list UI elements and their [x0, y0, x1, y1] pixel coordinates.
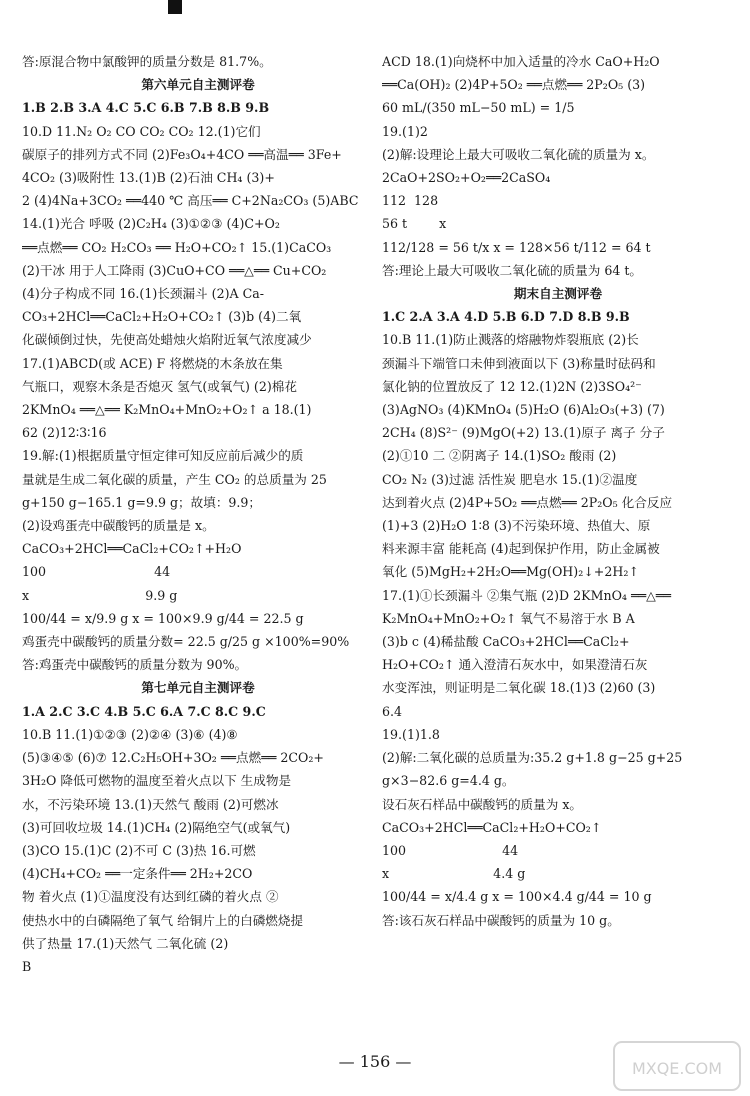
section-title: 第六单元自主测评卷 [141, 77, 255, 93]
text-line: 答:理论上最大可吸收二氧化硫的质量为 64 t。 [382, 262, 643, 278]
page-number: — 156 — [338, 1052, 412, 1071]
text-line: 鸡蛋壳中碳酸钙的质量分数= 22.5 g/25 g ×100%=90% [22, 634, 350, 650]
text-line: 物 着火点 (1)①温度没有达到红磷的着火点 ② [22, 889, 279, 905]
text-line: 100 44 [22, 564, 171, 580]
text-line: 水变浑浊，则证明是二氧化碳 18.(1)3 (2)60 (3) [382, 680, 656, 696]
text-line: x 9.9 g [22, 587, 178, 603]
text-line: g×3−82.6 g=4.4 g。 [382, 773, 515, 789]
watermark-text: MXQE.COM [631, 1059, 723, 1078]
text-line: 使热水中的白磷隔绝了氧气 给铜片上的白磷燃烧提 [22, 912, 304, 928]
text-line: 14.(1)光合 呼吸 (2)C₂H₄ (3)①②③ (4)C+O₂ [22, 216, 280, 232]
text-line: CO₂ N₂ (3)过滤 活性炭 肥皂水 15.(1)②温度 [382, 471, 638, 487]
text-line: 100/44 = x/4.4 g x = 100×4.4 g/44 = 10 g [382, 889, 652, 905]
text-line: (1)+3 (2)H₂O 1∶8 (3)不污染环境、热值大、原 [382, 518, 651, 534]
text-line: 颈漏斗下端管口未伸到液面以下 (3)称量时砝码和 [382, 355, 656, 371]
text-line: 17.(1)①长颈漏斗 ②集气瓶 (2)D 2KMnO₄ ══△══ [382, 587, 671, 603]
text-line: (2)解:设理论上最大可吸收二氧化硫的质量为 x。 [382, 146, 655, 162]
section-title: 期末自主测评卷 [513, 286, 603, 302]
text-line: 10.B 11.(1)防止溅落的熔融物炸裂瓶底 (2)长 [382, 332, 639, 348]
text-line: g+150 g−165.1 g=9.9 g；故填：9.9； [22, 494, 262, 510]
text-line: (2)解:二氧化碳的总质量为:35.2 g+1.8 g−25 g+25 [382, 750, 683, 766]
text-line: 4CO₂ (3)吸附性 13.(1)B (2)石油 CH₄ (3)+ [22, 170, 275, 186]
text-line: 56 t x [382, 216, 447, 232]
text-line: 19.(1)1.8 [382, 726, 440, 742]
text-line: 化碳倾倒过快，先使高处蜡烛火焰附近氧气浓度减少 [22, 332, 312, 348]
text-line: 氧化 (5)MgH₂+2H₂O══Mg(OH)₂↓+2H₂↑ [382, 564, 639, 580]
text-line: 1.B 2.B 3.A 4.C 5.C 6.B 7.B 8.B 9.B [22, 100, 270, 116]
watermark-logo [612, 1038, 742, 1094]
text-line: 10.B 11.(1)①②③ (2)②④ (3)⑥ (4)⑧ [22, 726, 238, 742]
right-column [382, 50, 734, 932]
text-line: ACD 18.(1)向烧杯中加入适量的冷水 CaO+H₂O [382, 54, 660, 69]
section-title: 第七单元自主测评卷 [141, 680, 255, 696]
text-line: 19.解:(1)根据质量守恒定律可知反应前后减少的质 [22, 448, 304, 464]
text-line: 氯化钠的位置放反了 12 12.(1)2N (2)3SO₄²⁻ [382, 378, 642, 394]
text-line: (2)①10 二 ②阴离子 14.(1)SO₂ 酸雨 (2) [382, 448, 617, 464]
text-line: CaCO₃+2HCl══CaCl₂+CO₂↑+H₂O [22, 541, 242, 557]
text-line: ══点燃══ CO₂ H₂CO₃ ══ H₂O+CO₂↑ 15.(1)CaCO₃ [22, 239, 332, 255]
text-line: (5)③④⑤ (6)⑦ 12.C₂H₅OH+3O₂ ══点燃══ 2CO₂+ [22, 750, 324, 766]
text-line: 水，不污染环境 13.(1)天然气 酸雨 (2)可燃冰 [22, 796, 279, 812]
text-line: (4)CH₄+CO₂ ══一定条件══ 2H₂+2CO [22, 866, 253, 882]
text-line: (3)CO 15.(1)C (2)不可 C (3)热 16.可燃 [22, 842, 256, 858]
text-line: 答:原混合物中氯酸钾的质量分数是 81.7%。 [22, 54, 272, 69]
scan-mark [168, 0, 182, 14]
text-line: 1.C 2.A 3.A 4.D 5.B 6.D 7.D 8.B 9.B [382, 309, 630, 325]
text-line: 2CH₄ (8)S²⁻ (9)MgO(+2) 13.(1)原子 离子 分子 [382, 425, 665, 441]
text-line: 2CaO+2SO₂+O₂══2CaSO₄ [382, 170, 551, 186]
text-line: (2)设鸡蛋壳中碳酸钙的质量是 x。 [22, 518, 215, 534]
text-line: 2KMnO₄ ══△══ K₂MnO₄+MnO₂+O₂↑ a 18.(1) [22, 402, 312, 418]
text-line: CaCO₃+2HCl══CaCl₂+H₂O+CO₂↑ [382, 819, 602, 835]
left-column [22, 50, 374, 978]
text-line: (2)干冰 用于人工降雨 (3)CuO+CO ══△══ Cu+CO₂ [22, 262, 327, 278]
text-line: 100/44 = x/9.9 g x = 100×9.9 g/44 = 22.5 g [22, 610, 304, 626]
text-line: 60 mL/(350 mL−50 mL) = 1/5 [382, 100, 575, 116]
text-line: (3)b c (4)稀盐酸 CaCO₃+2HCl══CaCl₂+ [382, 634, 630, 650]
text-line: 气瓶口，观察木条是否熄灭 氢气(或氧气) (2)棉花 [22, 378, 297, 394]
text-line: 62 (2)12∶3∶16 [22, 425, 107, 441]
text-line: 3H₂O 降低可燃物的温度至着火点以下 生成物是 [22, 773, 292, 789]
text-line: 答:该石灰石样品中碳酸钙的质量为 10 g。 [382, 912, 620, 928]
text-line: x 4.4 g [382, 866, 526, 882]
text-line: 10.D 11.N₂ O₂ CO CO₂ CO₂ 12.(1)它们 [22, 123, 261, 139]
text-line: H₂O+CO₂↑ 通入澄清石灰水中，如果澄清石灰 [382, 657, 648, 673]
text-line: 达到着火点 (2)4P+5O₂ ══点燃══ 2P₂O₅ 化合反应 [382, 494, 673, 510]
text-line: 1.A 2.C 3.C 4.B 5.C 6.A 7.C 8.C 9.C [22, 703, 266, 719]
text-line: K₂MnO₄+MnO₂+O₂↑ 氧气不易溶于水 B A [382, 610, 635, 626]
text-line: 量就是生成二氧化碳的质量，产生 CO₂ 的总质量为 25 [22, 471, 327, 487]
text-line: ══Ca(OH)₂ (2)4P+5O₂ ══点燃══ 2P₂O₅ (3) [382, 77, 646, 93]
text-line: 100 44 [382, 842, 519, 858]
text-line: 供了热量 17.(1)天然气 二氧化硫 (2) [22, 935, 229, 951]
text-line: 6.4 [382, 703, 403, 719]
text-line: 17.(1)ABCD(或 ACE) F 将燃烧的木条放在集 [22, 355, 283, 371]
text-line: B [22, 958, 32, 974]
text-line: CO₃+2HCl══CaCl₂+H₂O+CO₂↑ (3)b (4)二氧 [22, 309, 302, 325]
text-line: 19.(1)2 [382, 123, 428, 139]
text-line: 112/128 = 56 t/x x = 128×56 t/112 = 64 t [382, 239, 651, 255]
text-line: 设石灰石样品中碳酸钙的质量为 x。 [382, 796, 583, 812]
text-line: 112 128 [382, 193, 439, 209]
text-line: 答:鸡蛋壳中碳酸钙的质量分数为 90%。 [22, 657, 248, 673]
text-line: 碳原子的排列方式不同 (2)Fe₃O₄+4CO ══高温══ 3Fe+ [22, 146, 342, 162]
text-line: (3)AgNO₃ (4)KMnO₄ (5)H₂O (6)Al₂O₃(+3) (7) [382, 402, 665, 418]
text-line: 2 (4)4Na+3CO₂ ══440 ℃ 高压══ C+2Na₂CO₃ (5)ABC [22, 193, 359, 209]
text-line: 料来源丰富 能耗高 (4)起到保护作用，防止金属被 [382, 541, 660, 557]
text-line: (4)分子构成不同 16.(1)长颈漏斗 (2)A Ca- [22, 286, 264, 302]
text-line: (3)可回收垃圾 14.(1)CH₄ (2)隔绝空气(或氧气) [22, 819, 291, 835]
